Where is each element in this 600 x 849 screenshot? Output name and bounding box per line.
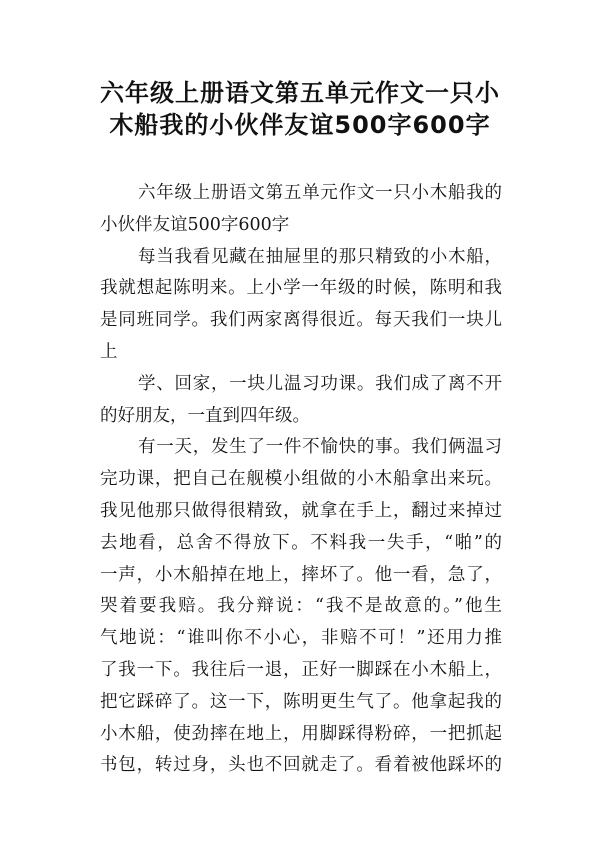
body-line: 上	[100, 341, 118, 362]
body-line: 气地说：“谁叫你不小心，非赔不可！”还用力推	[100, 628, 502, 649]
document-body	[100, 178, 502, 782]
body-line: 小木船，使劲摔在地上，用脚踩得粉碎，一把抓起	[100, 723, 502, 744]
body-line: 我就想起陈明来。上小学一年级的时候，陈明和我	[100, 278, 502, 299]
body-line: 六年级上册语文第五单元作文一只小木船我的	[138, 183, 502, 203]
title-line: 六年级上册语文第五单元作文一只小	[100, 79, 500, 106]
body-line: 是同班同学。我们两家离得很近。每天我们一块儿	[100, 310, 502, 331]
body-line: 我见他那只做得很精致，就拿在手上，翻过来掉过	[100, 500, 502, 521]
body-line: 了我一下。我往后一退，正好一脚踩在小木船上，	[100, 659, 502, 680]
body-line: 每当我看见藏在抽屉里的那只精致的小木船，	[138, 246, 502, 267]
body-line: 小伙伴友谊500字600字	[100, 214, 290, 235]
body-line: 书包，转过身，头也不回就走了。看着被他踩坏的	[100, 755, 502, 776]
body-line: 一声，小木船掉在地上，摔坏了。他一看，急了，	[100, 564, 502, 585]
title-line: 木船我的小伙伴友谊500字600字	[109, 110, 491, 138]
body-line: 有一天，发生了一件不愉快的事。我们俩温习	[138, 437, 502, 458]
body-line: 把它踩碎了。这一下，陈明更生气了。他拿起我的	[100, 691, 502, 712]
body-line: 去地看，总舍不得放下。不料我一失手，“啪”的	[100, 532, 502, 553]
body-line: 的好朋友，一直到四年级。	[100, 405, 310, 426]
body-line: 学、回家，一块儿温习功课。我们成了离不开	[138, 373, 502, 394]
document-title	[60, 74, 540, 138]
body-line: 完功课，把自己在舰模小组做的小木船拿出来玩。	[100, 469, 502, 490]
body-line: 哭着要我赔。我分辩说：“我不是故意的。”他生	[100, 596, 502, 617]
